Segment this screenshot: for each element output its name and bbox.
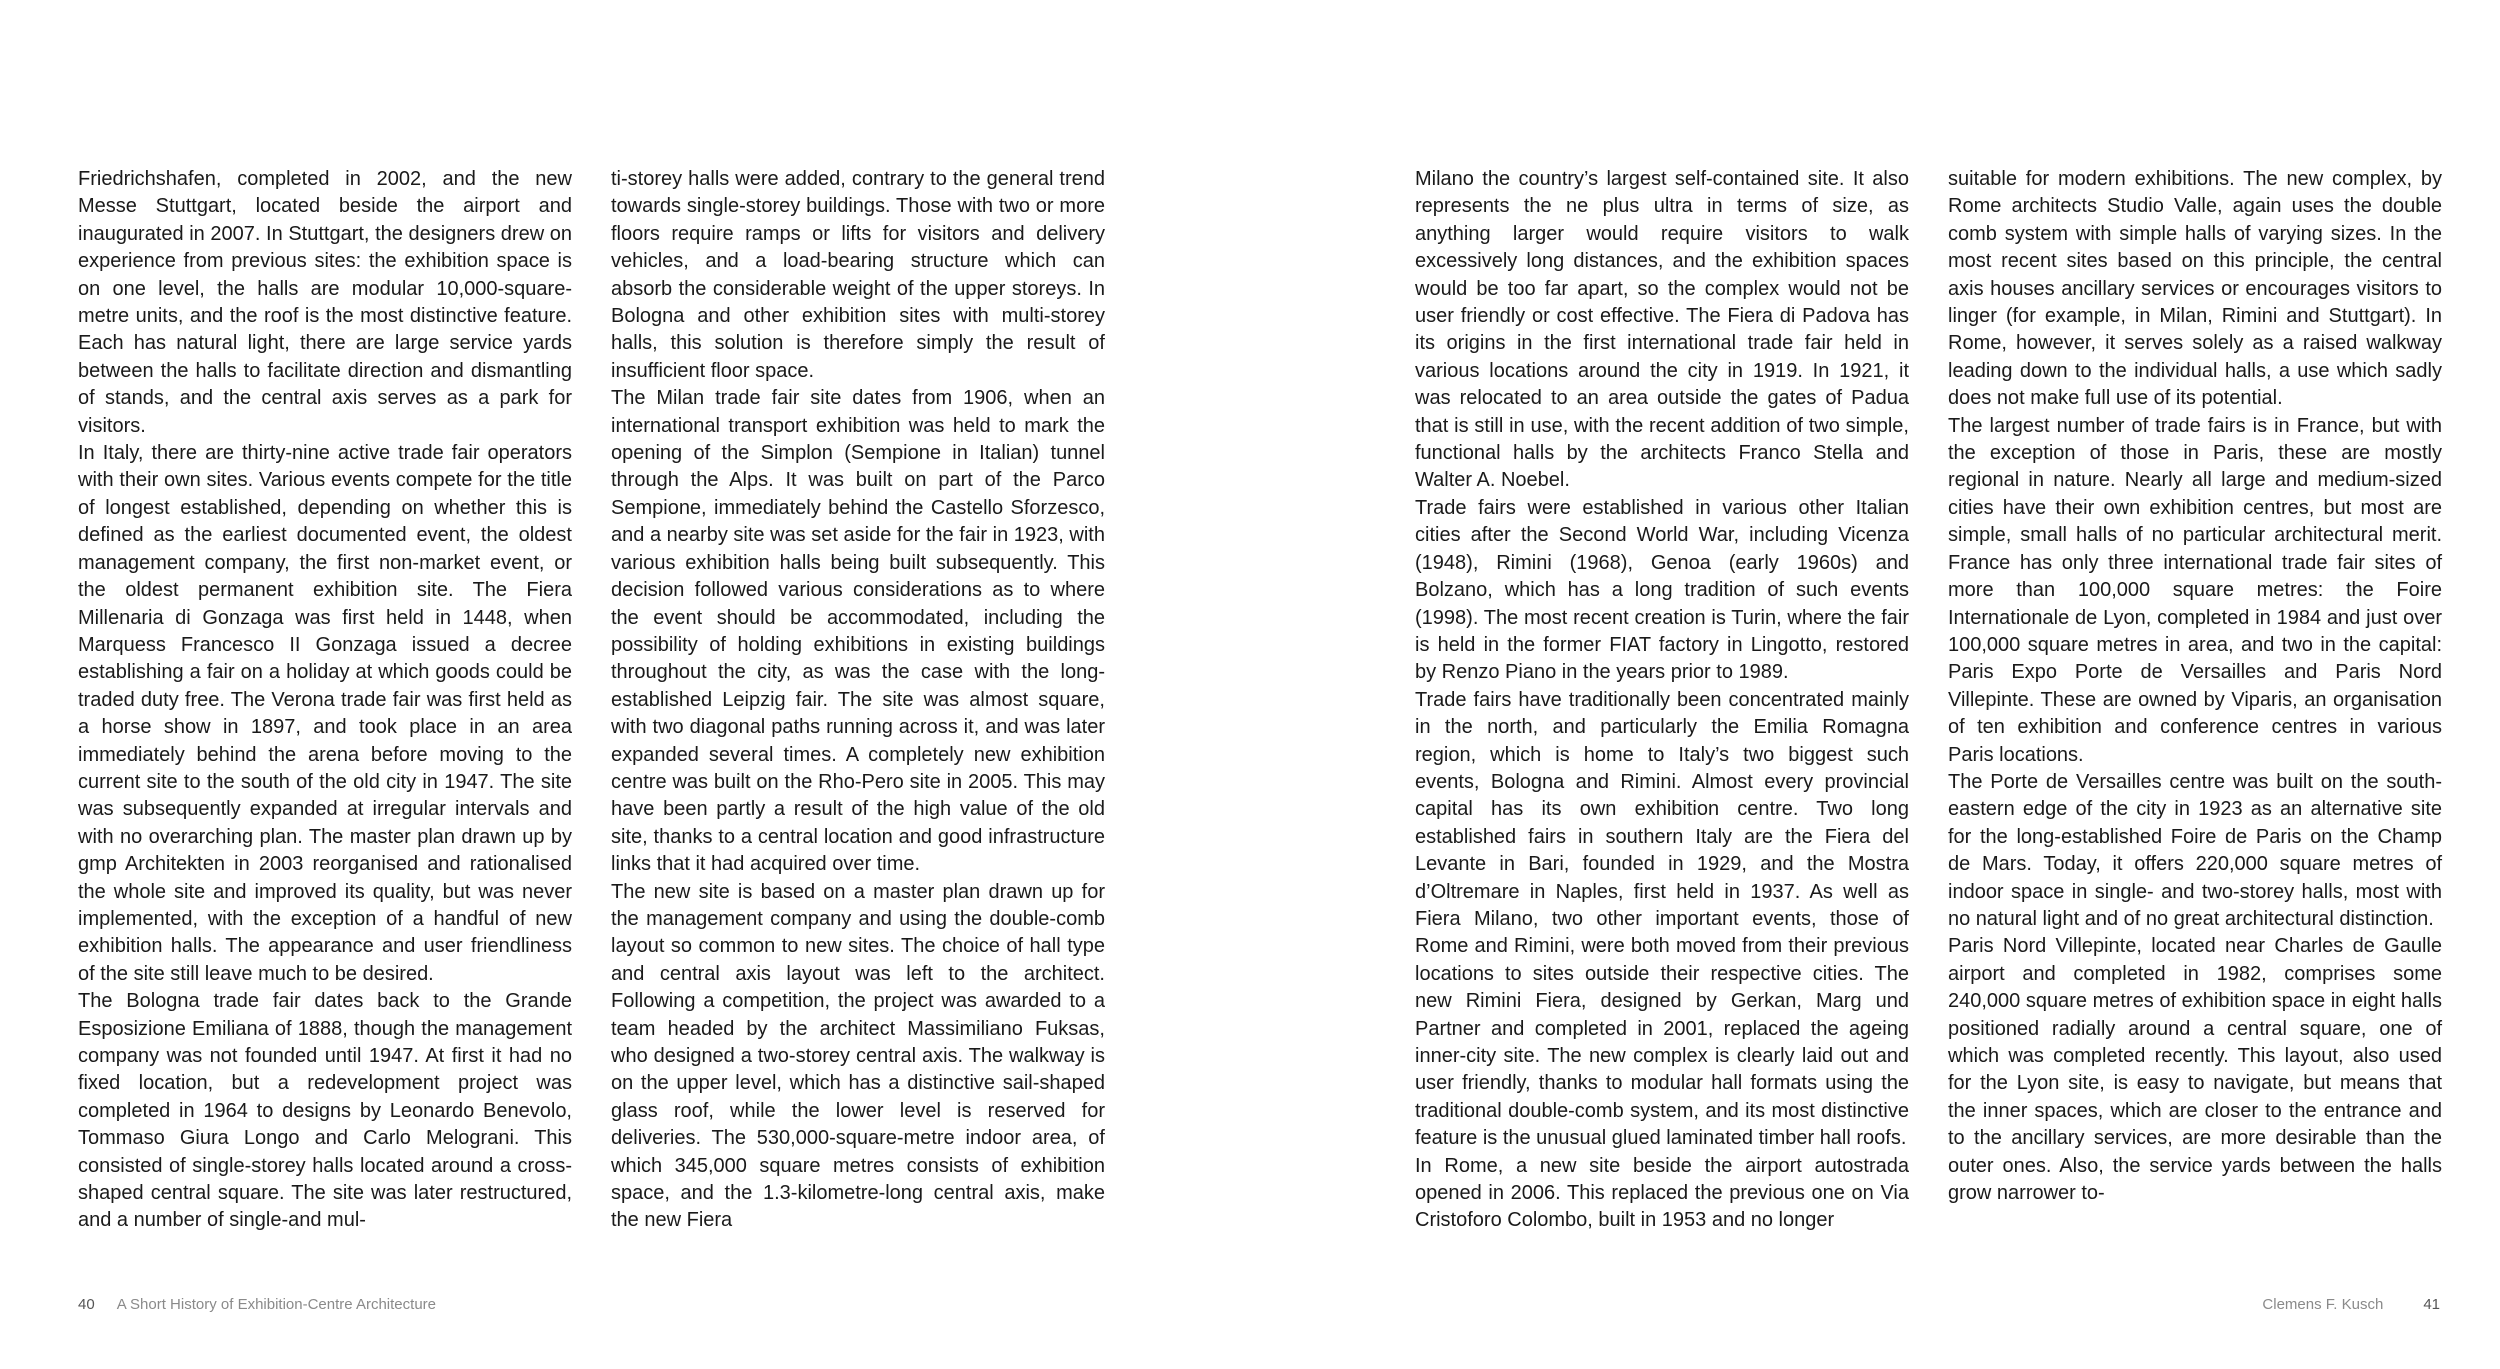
paragraph: Trade fairs have traditionally been concentrated mainly in the north, and particularly the Emilia Romagna region, which is home to Italy’s two biggest such events, Bologna and Rimini. Almost every provincial capital has its own exhibition centre. Two long established fairs in southern Italy are the Fiera del Levante in Bari, founded in 1929, and the Mostra d’Oltremare in Naples, first held in 1937. As well as Fiera Milano, two other important events, those of Rome and Rimini, were both moved from their previous locations to sites outside their respective cities. The new Rimini Fiera, designed by Gerkan, Marg und Partner and completed in 2001, replaced the ageing inner-city site. The new complex is clearly laid out and user friendly, thanks to modular hall formats using the traditional double-comb system, and its most distinctive feature is the unusual glued laminated timber hall roofs. bbox=[1415, 688, 1909, 1150]
paragraph: Friedrichshafen, completed in 2002, and the new Messe Stuttgart, located beside the airport and inaugurated in 2007. In Stuttgart, the designers drew on experience from previous sites: the exhibition space is on one level, the halls are modular 10,000-square-metre units, and the roof is the most distinctive feature. Each has natural light, there are large service yards between the halls to facilitate direction and dismantling of stands, and the central axis serves as a park for visitors. bbox=[78, 168, 572, 437]
paragraph: The Milan trade fair site dates from 1906, when an international transport exhibition was held to mark the opening of the Simplon (Sempione in Italian) tunnel through the Alps. It was built on part of the Parco Sempione, immediately behind the Castello Sforzesco, and a nearby site was set aside for the fair in 1923, with various exhibition halls being built subsequently. This decision followed various considerations as to where the event should be accommodated, including the possibility of holding exhibitions in existing buildings throughout the city, as was the case with the long-established Leipzig fair. The site was almost square, with two diagonal paths running across it, and was later expanded several times. A completely new exhibition centre was built on the Rho-Pero site in 2005. This may have been partly a result of the high value of the old site, thanks to a central location and good infrastructure links that it had acquired over time. bbox=[611, 387, 1105, 876]
paragraph: Paris Nord Villepinte, located near Charles de Gaulle airport and completed in 1982, comprises some 240,000 square metres of exhibition space in eight halls positioned radially around a central square, one of which was completed recently. This layout, also used for the Lyon site, is easy to navigate, but means that the inner spaces, which are closer to the entrance and to the ancillary services, are more desirable than the outer ones. Also, the service yards between the halls grow narrower to- bbox=[1948, 935, 2442, 1205]
paragraph: The largest number of trade fairs is in France, but with the exception of those in Paris, these are mostly regional in nature. Nearly all large and medium-sized cities have their own exhibition centres, but most are simple, small halls of no particular architectural merit. France has only three international trade fair sites of more than 100,000 square metres: the Foire Internationale de Lyon, completed in 1984 and just over 100,000 square metres in area, and two in the capital: Paris Expo Porte de Versailles and Paris Nord Villepinte. These are owned by Viparis, an organisation of ten exhibition and conference centres in various Paris locations. bbox=[1948, 414, 2442, 766]
left-page-footer bbox=[78, 1296, 436, 1313]
paragraph: The Bologna trade fair dates back to the Grande Esposizione Emiliana of 1888, though the management company was not founded until 1947. At first it had no fixed location, but a redevelopment project was completed in 1964 to designs by Leonardo Benevolo, Tommaso Giura Longo and Carlo Melograni. This consisted of single-storey halls located around a cross-shaped central square. The site was later restructured, and a number of single-and mul- bbox=[78, 990, 572, 1232]
paragraph: suitable for modern exhibitions. The new complex, by Rome architects Studio Valle, again uses the double comb system with simple halls of varying sizes. In the most recent sites based on this principle, the central axis houses ancillary services or encourages visitors to linger (for example, in Milan, Rimini and Stuttgart). In Rome, however, it serves solely as a raised walkway leading down to the individual halls, a use which sadly does not make full use of its potential. bbox=[1948, 168, 2442, 410]
text-column-2 bbox=[611, 166, 1105, 1235]
text-column-3 bbox=[1415, 166, 1909, 1235]
running-title: A Short History of Exhibition-Centre Architecture bbox=[116, 1296, 436, 1313]
page-number: 40 bbox=[78, 1296, 95, 1313]
paragraph: Milano the country’s largest self-contained site. It also represents the ne plus ultra in terms of size, as anything larger would require visitors to walk excessively long distances, and the exhibition spaces would be too far apart, so the complex would not be user friendly or cost effective. The Fiera di Padova has its origins in the first international trade fair held in various locations around the city in 1919. In 1921, it was relocated to an area outside the gates of Padua that is still in use, with the recent addition of two simple, functional halls by the architects Franco Stella and Walter A. Noebel. bbox=[1415, 168, 1909, 492]
paragraph: The Porte de Versailles centre was built on the south-eastern edge of the city in 1923 as an alternative site for the long-established Foire de Paris on the Champ de Mars. Today, it offers 220,000 square metres of indoor space in single- and two-storey halls, most with no natural light and of no great architectural distinction. bbox=[1948, 770, 2442, 930]
text-column-1 bbox=[78, 166, 572, 1235]
page-number: 41 bbox=[2423, 1296, 2440, 1313]
paragraph: The new site is based on a master plan drawn up for the management company and using the double-comb layout so common to new sites. The choice of hall type and central axis layout was left to the architect. Following a competition, the project was awarded to a team headed by the architect Massimiliano Fuksas, who designed a two-storey central axis. The walkway is on the upper level, which has a distinctive sail-shaped glass roof, while the lower level is reserved for deliveries. The 530,000-square-metre indoor area, of which 345,000 square metres consists of exhibition space, and the 1.3-kilometre-long central axis, make the new Fiera bbox=[611, 880, 1105, 1232]
paragraph: In Rome, a new site beside the airport autostrada opened in 2006. This replaced the previous one on Via Cristoforo Colombo, built in 1953 and no longer bbox=[1415, 1154, 1909, 1232]
paragraph: ti-storey halls were added, contrary to the general trend towards single-storey buildings. Those with two or more floors require ramps or lifts for visitors and delivery vehicles, and a load-bearing structure which can absorb the considerable weight of the upper storeys. In Bologna and other exhibition sites with multi-storey halls, this solution is therefore simply the result of insufficient floor space. bbox=[611, 168, 1105, 382]
text-column-4 bbox=[1948, 166, 2442, 1207]
running-title: Clemens F. Kusch bbox=[2262, 1296, 2384, 1313]
paragraph: Trade fairs were established in various other Italian cities after the Second World War, including Vicenza (1948), Rimini (1968), Genoa (early 1960s) and Bolzano, which has a long tradition of such events (1998). The most recent creation is Turin, where the fair is held in the former FIAT factory in Lingotto, restored by Renzo Piano in the years prior to 1989. bbox=[1415, 496, 1909, 684]
right-page-footer bbox=[2262, 1296, 2440, 1313]
paragraph: In Italy, there are thirty-nine active trade fair operators with their own sites. Various events compete for the title of longest established, depending on whether this is defined as the earliest documented event, the oldest management company, the first non-market event, or the oldest permanent exhibition site. The Fiera Millenaria di Gonzaga was first held in 1448, when Marquess Francesco II Gonzaga issued a decree establishing a fair on a holiday at which goods could be traded duty free. The Verona trade fair was first held as a horse show in 1897, and took place in an area immediately behind the arena before moving to the current site to the south of the old city in 1947. The site was subsequently expanded at irregular intervals and with no overarching plan. The master plan drawn up by gmp Architekten in 2003 reorganised and rationalised the whole site and improved its quality, but was never implemented, with the exception of a handful of new exhibition halls. The appearance and user friendliness of the site still leave much to be desired. bbox=[78, 442, 572, 985]
